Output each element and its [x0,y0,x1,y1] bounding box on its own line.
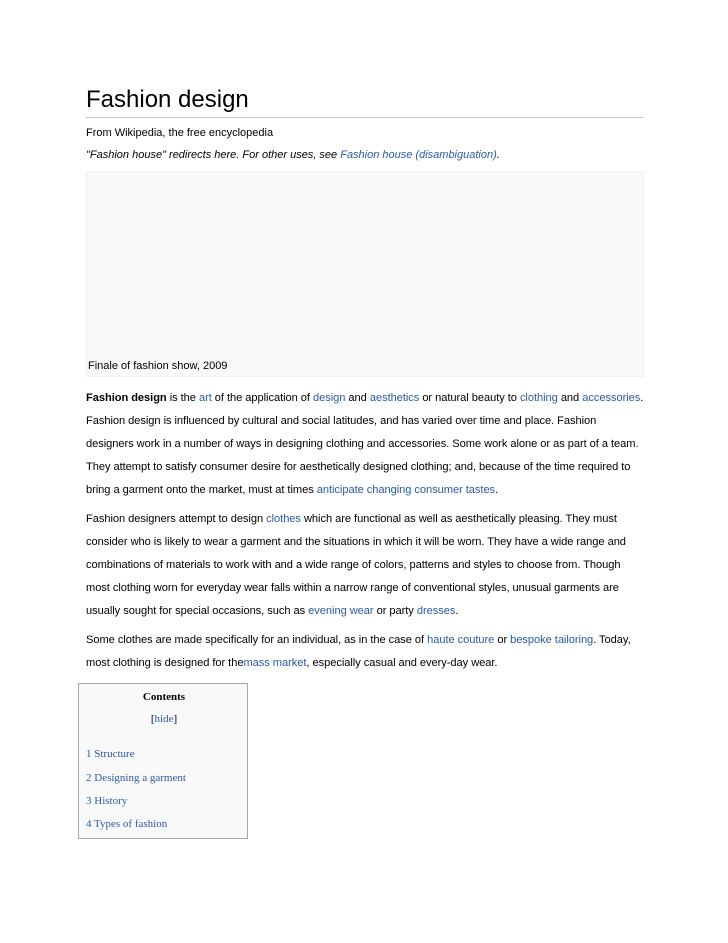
link-anticipate-changing-consumer-tastes[interactable]: anticipate changing consumer tastes [316,484,496,496]
link-aesthetics[interactable]: aesthetics [369,392,420,404]
hatnote-text: "Fashion house" redirects here. For other uses, see [86,149,341,161]
text: . Fashion design is influenced by cultural and social latitudes, and has varied over time and place. Fashion designers work in a number of ways in designing clothing and accessories. Some work alone or as part of a team. They attempt to satisfy consumer desire for aesthetically designed clothing; and, because of the time required to bring a garment onto the market, must at times [86,392,644,496]
bracket: [ [150,713,155,725]
link-design[interactable]: design [312,392,346,404]
article [86,86,644,681]
figure-image[interactable] [86,171,644,377]
text: or [494,634,511,646]
text: . [495,484,499,496]
text: Some clothes are made specifically for an individual, as in the case of [86,634,428,646]
text: . Today, most clothing is designed for the [86,634,631,669]
hatnote [86,148,644,162]
table-of-contents [78,683,248,839]
bracket: ] [173,713,178,725]
link-art[interactable]: art [198,392,212,404]
toc-item-designing-a-garment[interactable]: 2 Designing a garment [86,772,186,784]
text: or natural beauty to [419,392,520,404]
text: . [455,605,459,617]
toc-item-history[interactable]: 3 History [86,795,128,807]
figure-caption: Finale of fashion show, 2009 [88,360,228,372]
link-accessories[interactable]: accessories [582,392,641,404]
link-mass-market[interactable]: mass market [243,657,307,669]
text: or party [373,605,417,617]
link-evening-wear[interactable]: evening wear [308,605,374,617]
link-clothes[interactable]: clothes [266,513,301,525]
page-title: Fashion design [86,86,644,118]
text: which are functional as well as aesthetically pleasing. They must consider who is likely to wear a garment and the situations in which it will be worn. They have a wide range and combinations of materials to work with and a wide range of colors, patterns and styles to choose from. Though most clothing worn for everyday wear falls within a narrow range of conventional styles, unusual garments are usually sought for special occasions, such as [86,513,626,617]
paragraph-1 [86,387,644,502]
paragraph-2 [86,508,644,623]
link-bespoke-tailoring[interactable]: bespoke tailoring [510,634,594,646]
paragraph-3 [86,629,644,675]
link-clothing[interactable]: clothing [519,392,558,404]
toc-title: Contents [142,691,186,703]
site-tagline: From Wikipedia, the free encyclopedia [86,127,274,139]
toc-hide-toggle [79,713,249,725]
text: and [557,392,583,404]
toc-item-structure[interactable]: 1 Structure [86,748,135,760]
lead-term: Fashion design [86,392,167,404]
text: of the application of [211,392,313,404]
hatnote-link[interactable]: Fashion house (disambiguation) [340,149,497,161]
link-dresses[interactable]: dresses [416,605,456,617]
text: Fashion designers attempt to design [86,513,267,525]
hatnote-suffix: . [496,149,500,161]
toc-hide-link[interactable]: hide [154,713,174,725]
article-body [86,387,644,675]
text: is the [166,392,199,404]
toc-item-types-of-fashion[interactable]: 4 Types of fashion [86,818,168,830]
text: and [345,392,370,404]
text: , especially casual and every-day wear. [306,657,498,669]
link-haute-couture[interactable]: haute couture [427,634,495,646]
